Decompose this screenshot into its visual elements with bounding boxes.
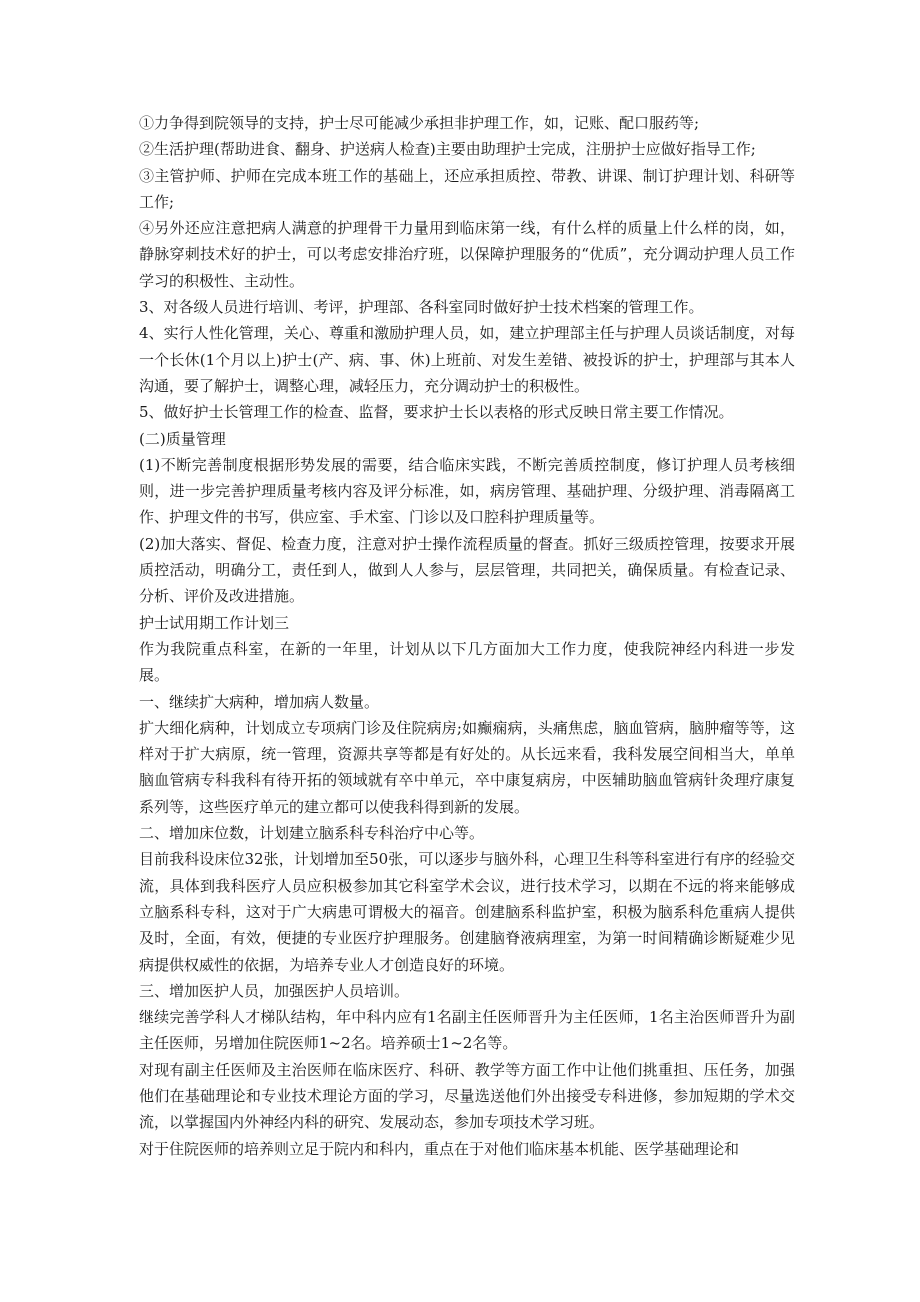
paragraph-14: 扩大细化病种，计划成立专项病门诊及住院病房;如癫痫病，头痛焦虑，脑血管病，脑肿瘤等等，这样对于扩大病原，统一管理，资源共享等都是有好处的。从长远来看，我科发展空间相当大，单单脑血管病专科我科有待开拓的领域就有卒中单元，卒中康复病房，中医辅助脑血管病针灸理疗康复系列等，这些医疗单元的建立都可以使我科得到新的发展。: [139, 718, 795, 816]
paragraph-18: 继续完善学科人才梯队结构，年中科内应有1名副主任医师晋升为主任医师，1名主治医师晋升为副主任医师，另增加住院医师1~2名。培养硕士1~2名等。: [139, 1008, 795, 1053]
paragraph-12: 作为我院重点科室，在新的一年里，计划从以下几方面加大工作力度，使我院神经内科进一步发展。: [139, 639, 795, 685]
section-heading-3: 三、增加医护人员，加强医护人员培训。: [139, 981, 410, 1000]
paragraph-9: (1)不断完善制度根据形势发展的需要，结合临床实践，不断完善质控制度，修订护理人员考核细则，进一步完善护理质量考核内容及评分标准，如，病房管理、基础护理、分级护理、消毒隔离工作、护理文件的书写，供应室、手术室、门诊以及口腔科护理质量等。: [139, 455, 795, 527]
section-heading-1: 一、继续扩大病种，增加病人数量。: [139, 692, 380, 711]
paragraph-6: 4、实行人性化管理，关心、尊重和激励护理人员，如，建立护理部主任与护理人员谈话制度，对每一个长休(1个月以上)护士(产、病、事、休)上班前、对发生差错、被投诉的护士，护理部与其本人沟通，要了解护士，调整心理，减轻压力，充分调动护士的积极性。: [139, 324, 795, 395]
paragraph-2: ②生活护理(帮助进食、翻身、护送病人检查)主要由助理护士完成，注册护士应做好指导工作;: [139, 140, 756, 159]
paragraph-19: 对现有副主任医师及主治医师在临床医疗、科研、教学等方面工作中让他们挑重担、压任务，加强他们在基础理论和专业技术理论方面的学习，尽量选送他们外出接受专科进修，参加短期的学术交流，以掌握国内外神经内科的研究、发展动态，参加专项技术学习班。: [139, 1060, 795, 1132]
paragraph-7: 5、做好护士长管理工作的检查、监督，要求护士长以表格的形式反映日常主要工作情况。: [139, 403, 734, 422]
section-heading-quality: (二)质量管理: [139, 429, 226, 448]
paragraph-3: ③主管护师、护师在完成本班工作的基础上，还应承担质控、带教、讲课、制订护理计划、科研等工作;: [139, 166, 795, 211]
paragraph-5: 3、对各级人员进行培训、考评，护理部、各科室同时做好护士技术档案的管理工作。: [139, 298, 704, 317]
paragraph-20: 对于住院医师的培养则立足于院内和科内，重点在于对他们临床基本机能、医学基础理论和: [139, 1139, 740, 1158]
paragraph-1: ①力争得到院领导的支持，护士尽可能减少承担非护理工作，如，记账、配口服药等;: [139, 114, 700, 132]
document-body: [139, 110, 795, 1162]
plan-title: 护士试用期工作计划三: [139, 613, 290, 632]
paragraph-16: 目前我科设床位32张，计划增加至50张，可以逐步与脑外科，心理卫生科等科室进行有序的经验交流，具体到我科医疗人员应积极参加其它科室学术会议，进行技术学习，以期在不远的将来能够成立脑系科专科，这对于广大病患可谓极大的福音。创建脑系科监护室，积极为脑系科危重病人提供及时，全面，有效，便捷的专业医疗护理服务。创建脑脊液病理室，为第一时间精确诊断疑难少见病提供权威性的依据，为培养专业人才创造良好的环境。: [139, 850, 795, 974]
paragraph-4: ④另外还应注意把病人满意的护理骨干力量用到临床第一线，有什么样的质量上什么样的岗，如，静脉穿刺技术好的护士，可以考虑安排治疗班，以保障护理服务的“优质”，充分调动护理人员工作学习的积极性、主动性。: [139, 219, 795, 290]
section-heading-2: 二、增加床位数，计划建立脑系科专科治疗中心等。: [139, 824, 485, 843]
paragraph-10: (2)加大落实、督促、检查力度，注意对护士操作流程质量的督查。抓好三级质控管理，按要求开展质控活动，明确分工，责任到人，做到人人参与，层层管理，共同把关，确保质量。有检查记录、分析、评价及改进措施。: [139, 534, 795, 606]
